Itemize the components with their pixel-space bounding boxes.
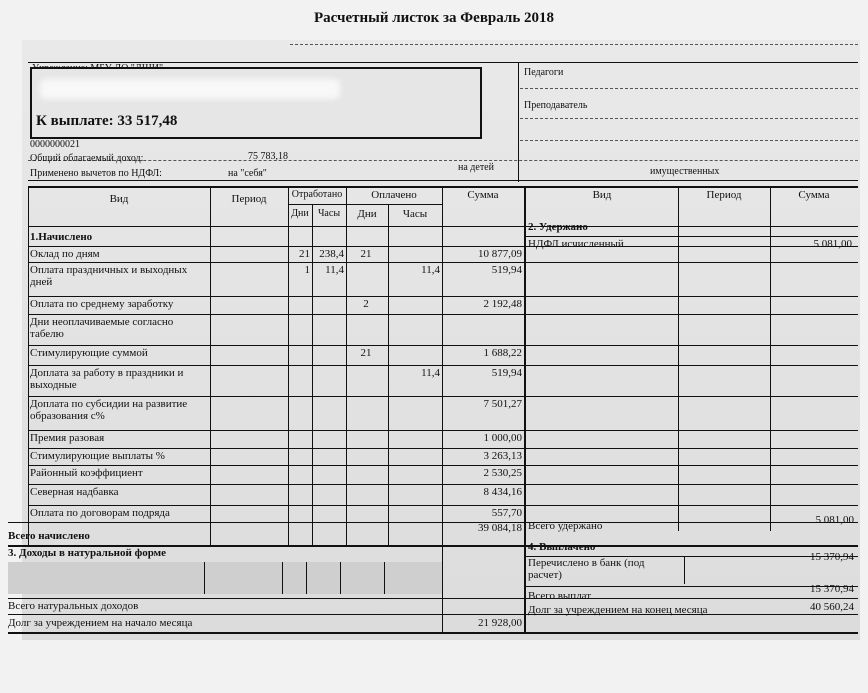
row-border: [526, 448, 858, 449]
header-hline: [28, 180, 858, 181]
accrual-name: Северная надбавка: [30, 486, 119, 498]
section-accrued: 1.Начислено: [30, 231, 93, 243]
row-border: [526, 430, 858, 431]
accrual-name: Стимулирующие выплаты %: [30, 450, 165, 462]
col-border: [770, 186, 771, 531]
deductions-label: Применено вычетов по НДФЛ:: [30, 168, 162, 179]
table-bottom-border: [8, 632, 858, 634]
accrual-worked-hours: 11,4: [325, 264, 344, 276]
accrual-worked-hours: 238,4: [319, 248, 344, 260]
header-divider: [28, 160, 858, 161]
col-header-sum-right: Сумма: [798, 189, 830, 201]
accrual-name: Оплата по среднему заработку: [30, 298, 174, 310]
subheader-border: [288, 204, 442, 205]
deductions-value: на "себя": [228, 168, 267, 179]
col-header-period: Период: [231, 193, 267, 205]
total-accrued-value: 39 084,18: [478, 522, 522, 534]
total-withheld-value: 5 081,00: [815, 514, 854, 526]
row-border: [28, 345, 524, 346]
col-border: [524, 186, 526, 634]
accrual-sum: 7 501,27: [483, 398, 522, 410]
accrual-sum: 2 530,25: [483, 467, 522, 479]
col-border: [442, 186, 443, 634]
row-border: [526, 396, 858, 397]
accrual-paid-days: 21: [360, 347, 372, 359]
col-border: [684, 556, 685, 584]
accrual-sum: 557,70: [491, 507, 522, 519]
row-border: [8, 522, 858, 523]
col-border: [282, 562, 283, 594]
col-header-vid-right: Вид: [592, 189, 612, 201]
row-border: [28, 396, 524, 397]
section-border: [8, 598, 858, 599]
total-withheld-label: Всего удержано: [528, 520, 603, 532]
section-border: [8, 614, 858, 615]
accrual-sum: 1 688,22: [483, 347, 522, 359]
employee-block: [30, 67, 482, 139]
row-border: [526, 296, 858, 297]
row-border: [28, 246, 524, 247]
accrual-name: Районный коэффициент: [30, 467, 143, 479]
row-border: [28, 262, 524, 263]
section-natural: 3. Доходы в натуральной форме: [8, 547, 167, 559]
accrual-name: Оплата праздничных и выходных дней: [30, 264, 188, 288]
header-divider: [520, 140, 858, 141]
header-vline: [518, 62, 519, 182]
accrual-paid-hours: 11,4: [421, 264, 440, 276]
col-border: [288, 186, 289, 546]
accrual-paid-days: 21: [360, 248, 372, 260]
row-border: [526, 345, 858, 346]
category-label: Педагоги: [524, 67, 564, 78]
natural-total-label: Всего натуральных доходов: [8, 600, 139, 612]
withholding-sum: 5 081,00: [813, 238, 852, 250]
row-border: [28, 296, 524, 297]
accrual-sum: 3 263,13: [483, 450, 522, 462]
col-header-sum: Сумма: [467, 189, 499, 201]
total-payouts-label: Всего выплат: [528, 590, 592, 602]
total-accrued-label: Всего начислено: [8, 530, 90, 542]
col-header-vid: Вид: [109, 193, 129, 205]
row-border: [28, 505, 524, 506]
accrual-name: Премия разовая: [30, 432, 105, 444]
accrual-worked-days: 21: [299, 248, 310, 260]
header-divider: [290, 44, 858, 45]
withholding-name: НДФЛ исчисленный: [528, 238, 624, 250]
taxable-income-label: Общий облагаемый доход:: [30, 153, 144, 164]
accrual-name: Дни неоплачиваемые согласно табелю: [30, 316, 174, 340]
children-deduction-label: на детей: [458, 162, 494, 173]
row-border: [526, 505, 858, 506]
col-border: [204, 562, 205, 594]
col-border: [210, 186, 211, 546]
row-border: [526, 365, 858, 366]
accrual-sum: 2 192,48: [483, 298, 522, 310]
accrual-name: Доплата по субсидии на развитие образования с%: [30, 398, 188, 422]
section-withheld: 2. Удержано: [528, 221, 588, 233]
row-border: [28, 365, 524, 366]
accrual-name: Стимулирующие суммой: [30, 347, 148, 359]
property-deduction-label: имущественных: [650, 166, 720, 177]
row-border: [28, 430, 524, 431]
col-header-worked-days: Дни: [291, 208, 309, 219]
row-border: [28, 314, 524, 315]
accrual-sum: 8 434,16: [483, 486, 522, 498]
row-border: [526, 465, 858, 466]
bank-transfer-sum: 15 370,94: [810, 551, 854, 563]
total-payouts-sum: 15 370,94: [810, 583, 854, 595]
debt-end-value: 40 560,24: [810, 601, 854, 613]
col-border: [306, 562, 307, 594]
row-border: [526, 262, 858, 263]
header-divider: [520, 118, 858, 119]
accrual-name: Доплата за работу в праздники и выходные: [30, 367, 184, 391]
debt-end-label: Долг за учреждением на конец месяца: [528, 604, 708, 616]
accrual-name: Оклад по дням: [30, 248, 100, 260]
col-header-period-right: Период: [706, 189, 742, 201]
tab-number: 0000000021: [30, 139, 80, 150]
page-title: Расчетный листок за Февраль 2018: [313, 10, 555, 26]
accrual-sum: 519,94: [491, 264, 522, 276]
row-border: [28, 448, 524, 449]
position-label: Преподаватель: [524, 100, 588, 111]
accrual-paid-hours: 11,4: [421, 367, 440, 379]
row-border: [526, 314, 858, 315]
accrual-worked-days: 1: [304, 264, 310, 276]
accrual-sum: 10 877,09: [478, 248, 522, 260]
table-header-border: [28, 226, 858, 227]
col-border: [678, 186, 679, 531]
col-border: [340, 562, 341, 594]
accrual-name: Оплата по договорам подряда: [30, 507, 170, 519]
accrual-paid-days: 2: [363, 298, 369, 310]
row-border: [28, 484, 524, 485]
col-header-paid-hours: Часы: [402, 208, 428, 220]
row-border: [28, 465, 524, 466]
debt-start-label: Долг за учреждением на начало месяца: [8, 617, 193, 629]
to-pay-amount: К выплате: 33 517,48: [36, 113, 178, 129]
taxable-income-value: 75 783,18: [248, 151, 288, 162]
debt-start-value: 21 928,00: [478, 617, 522, 629]
col-header-paid: Оплачено: [371, 189, 417, 201]
col-border: [28, 186, 29, 546]
section-paid-out: 4. Выплачено: [528, 541, 596, 553]
natural-income-row: [8, 562, 442, 594]
redacted-name: [40, 79, 340, 99]
header-divider: [520, 88, 858, 89]
row-border: [526, 236, 858, 237]
accrual-sum: 519,94: [491, 367, 522, 379]
col-header-paid-days: Дни: [357, 208, 377, 220]
table-top-border: [28, 186, 858, 188]
row-border: [526, 484, 858, 485]
col-border: [384, 562, 385, 594]
accrual-sum: 1 000,00: [483, 432, 522, 444]
col-header-worked: Отработано: [291, 189, 343, 200]
bank-transfer-label: Перечислено в банк (под расчет): [528, 557, 645, 581]
col-border: [346, 186, 347, 546]
col-header-worked-hours: Часы: [317, 208, 341, 219]
